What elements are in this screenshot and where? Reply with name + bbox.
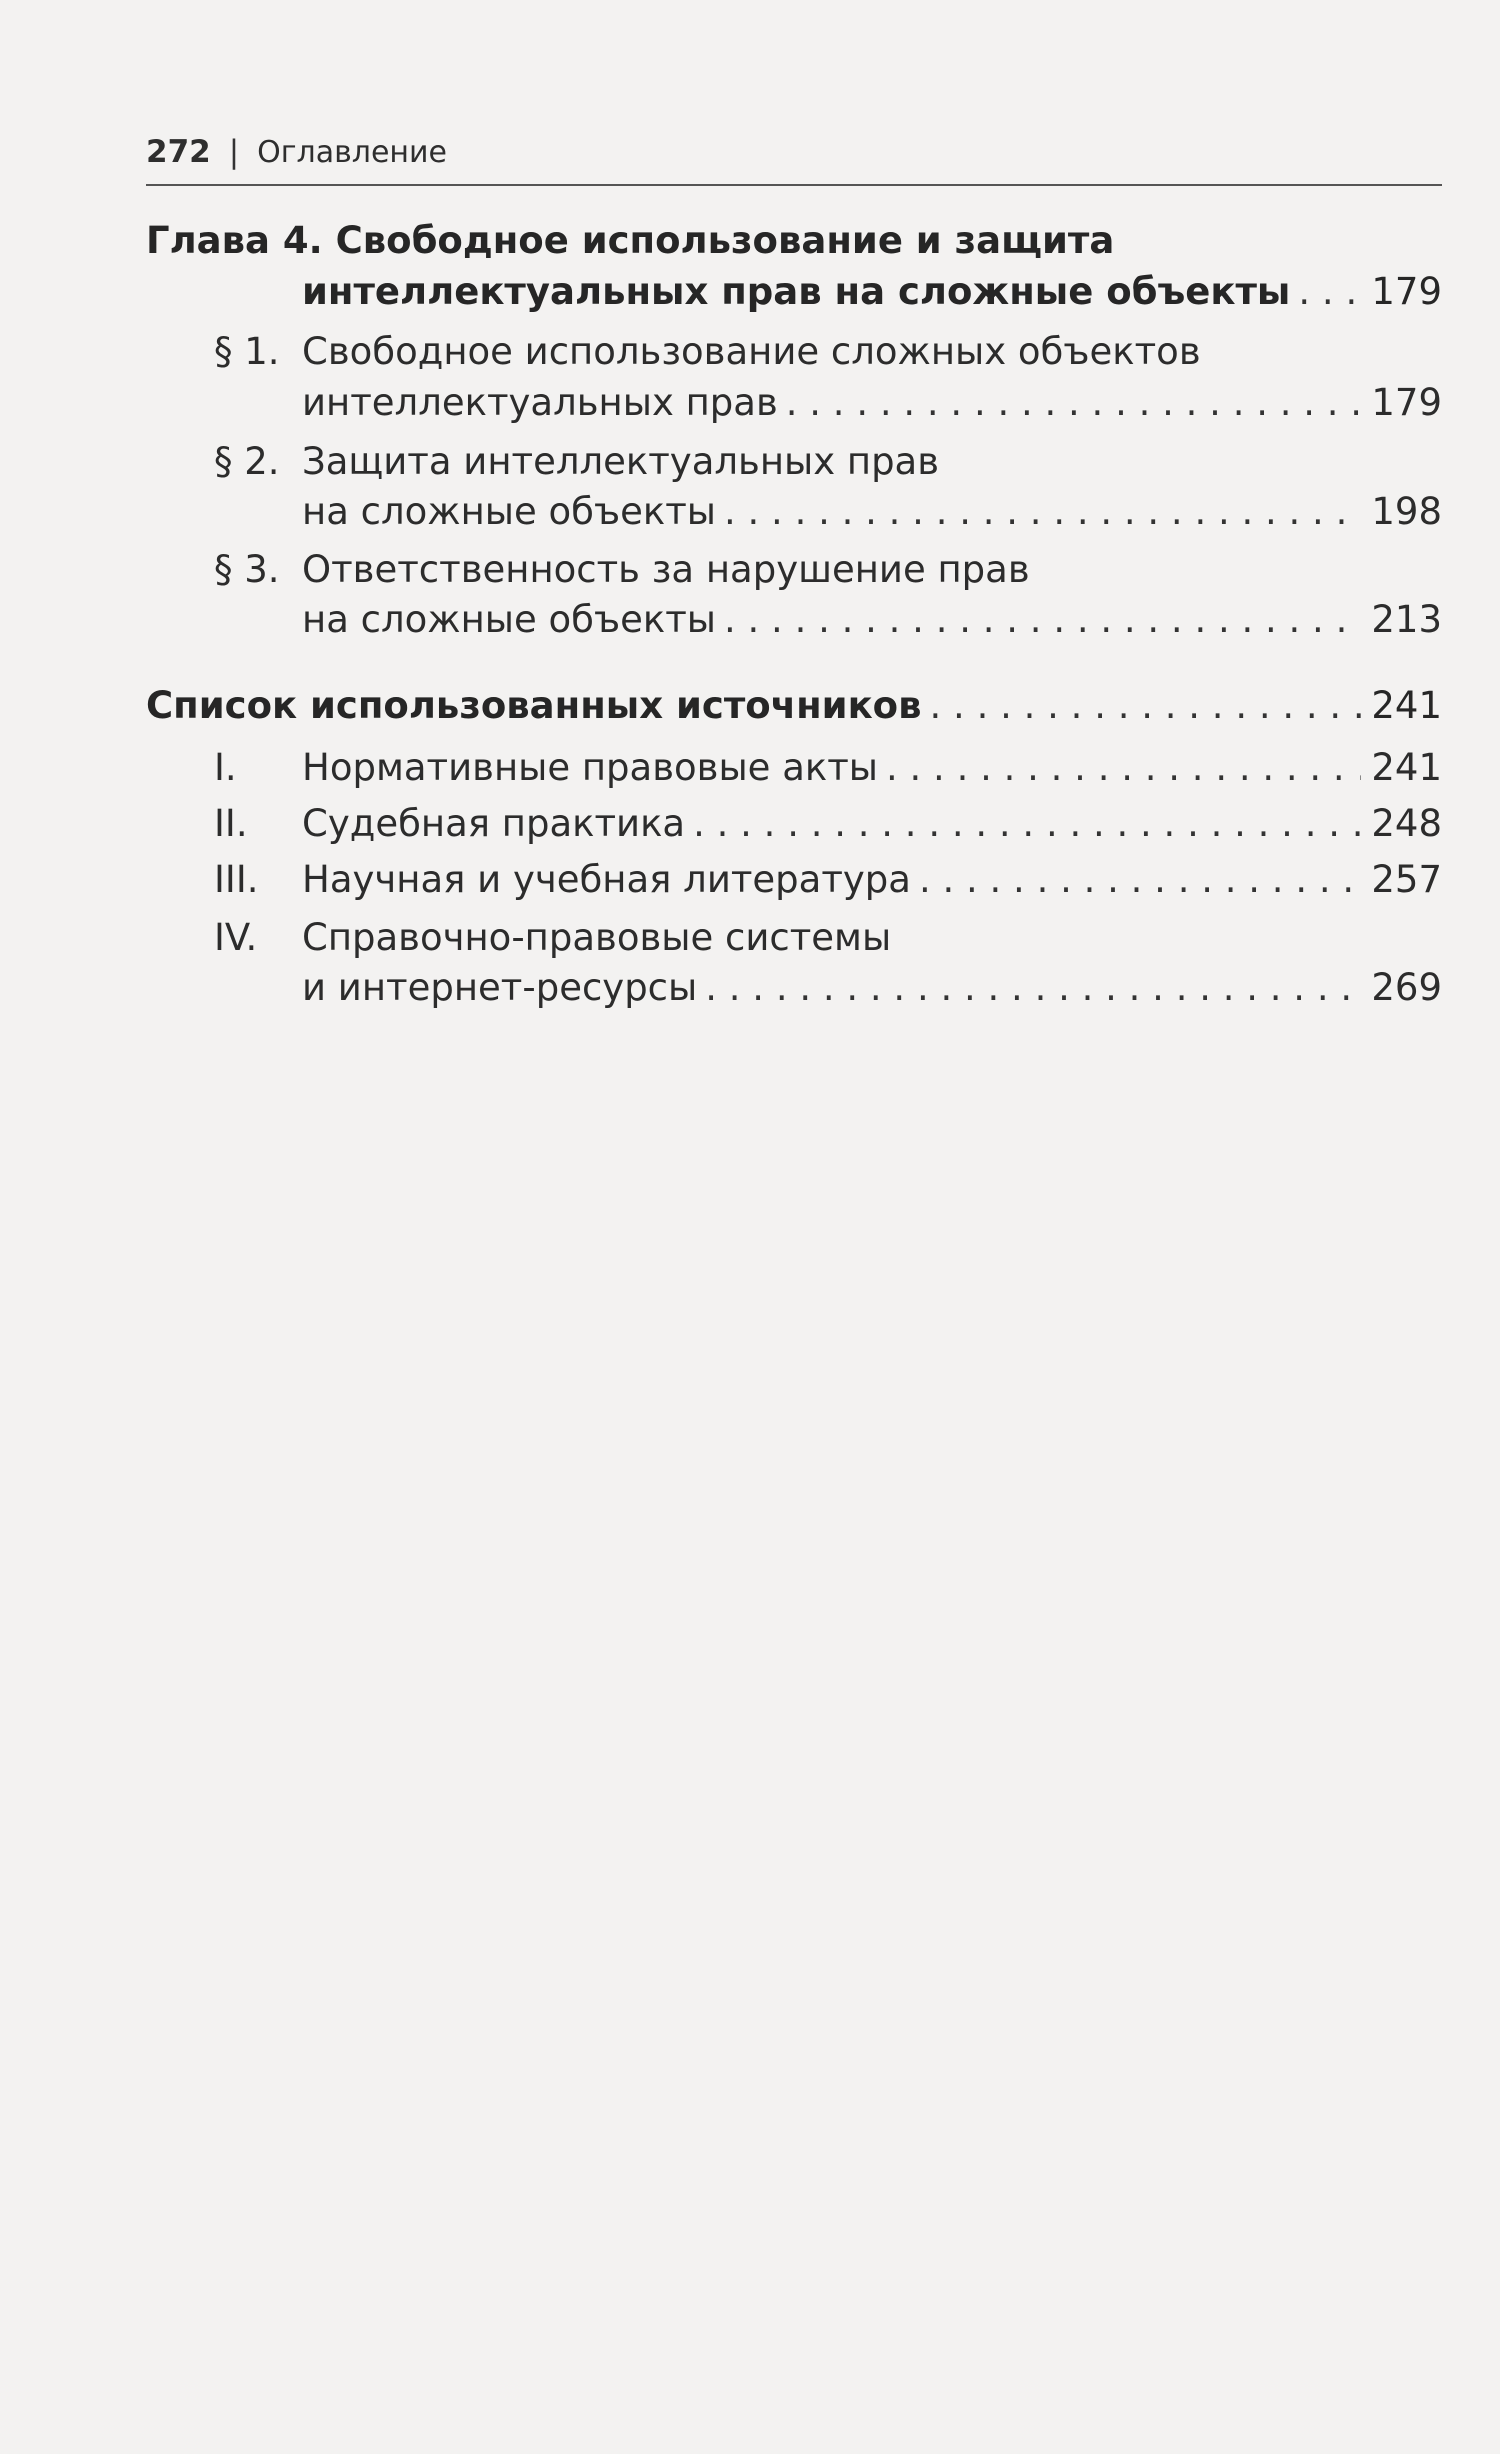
sources-page: 241 <box>1371 684 1442 727</box>
dot-leader <box>930 678 1362 734</box>
chapter-4-label: Глава 4. <box>146 219 323 262</box>
sources-row <box>146 678 1442 734</box>
sources-item-2-number: II. <box>214 802 248 845</box>
section-1-number: § 1. <box>214 330 280 373</box>
sources-item-3-row <box>302 852 1442 908</box>
dot-leader <box>693 796 1361 852</box>
section-1-title-line1: Свободное использование сложных объектов <box>302 330 1201 373</box>
section-1-title-line2: интеллектуальных прав <box>302 381 778 424</box>
sources-item-4-title-line2: и интернет-ресурсы <box>302 966 698 1009</box>
section-1-row <box>302 375 1442 431</box>
section-2-row <box>302 484 1442 540</box>
sources-item-4-title-line1: Справочно-правовые системы <box>302 916 892 959</box>
sources-item-4-row <box>302 960 1442 1016</box>
sources-title: Список использованных источников <box>146 684 922 727</box>
section-2-title-line2: на сложные объекты <box>302 490 716 533</box>
chapter-4-title-line2: интеллектуальных прав на сложные объекты <box>302 270 1291 313</box>
dot-leader <box>919 852 1361 908</box>
dot-leader <box>705 960 1361 1016</box>
chapter-4-page: 179 <box>1371 270 1442 313</box>
sources-item-2-title: Судебная практика <box>302 802 686 845</box>
chapter-4-title-line2-row <box>302 264 1442 320</box>
section-3-page: 213 <box>1371 598 1442 641</box>
sources-item-4-page: 269 <box>1371 966 1442 1009</box>
running-header <box>146 134 1442 170</box>
chapter-4-heading <box>146 213 1114 269</box>
chapter-4-title-line1: Свободное использование и защита <box>335 219 1115 262</box>
dot-leader <box>886 740 1361 796</box>
header-title: Оглавление <box>257 134 447 170</box>
section-2-page: 198 <box>1371 490 1442 533</box>
dot-leader <box>1298 264 1361 320</box>
page-number: 272 <box>146 134 211 170</box>
section-3-title-line1: Ответственность за нарушение прав <box>302 548 1030 591</box>
header-separator: | <box>228 134 240 170</box>
dot-leader <box>724 592 1361 648</box>
section-1-page: 179 <box>1371 381 1442 424</box>
dot-leader <box>724 484 1361 540</box>
section-3-row <box>302 592 1442 648</box>
sources-item-2-page: 248 <box>1371 802 1442 845</box>
sources-item-1-page: 241 <box>1371 746 1442 789</box>
sources-item-1-number: I. <box>214 746 237 789</box>
section-2-number: § 2. <box>214 440 280 483</box>
header-rule <box>146 184 1442 186</box>
sources-item-3-page: 257 <box>1371 858 1442 901</box>
section-3-title-line2: на сложные объекты <box>302 598 716 641</box>
dot-leader <box>786 375 1362 431</box>
sources-item-3-title: Научная и учебная литература <box>302 858 911 901</box>
section-2-title-line1: Защита интеллектуальных прав <box>302 440 940 483</box>
sources-item-1-title: Нормативные правовые акты <box>302 746 878 789</box>
sources-item-2-row <box>302 796 1442 852</box>
sources-item-1-row <box>302 740 1442 796</box>
section-3-number: § 3. <box>214 548 280 591</box>
sources-item-3-number: III. <box>214 858 259 901</box>
sources-item-4-number: IV. <box>214 916 258 959</box>
